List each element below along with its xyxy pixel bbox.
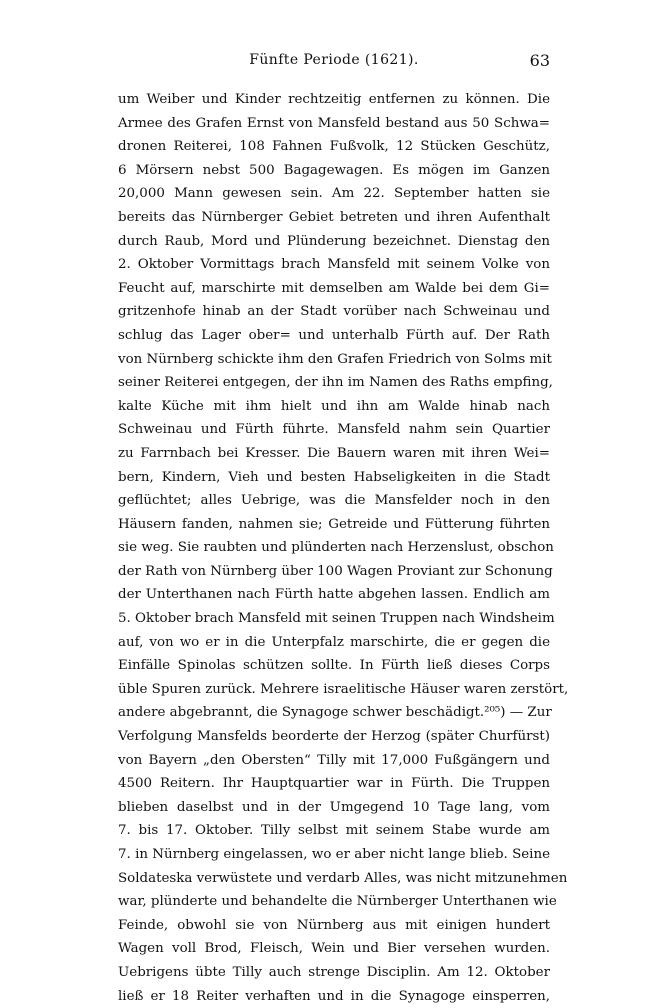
running-title: Fünfte Periode (1621). [249,52,419,68]
text-line: um Weiber und Kinder rechtzeitig entfernen zu können. Die [118,92,550,107]
text-line: von Bayern „den Obersten“ Tilly mit 17,000 Fußgängern und [118,752,550,768]
text-line: Feucht auf, marschirte mit demselben am Walde bei dem Gi= [118,280,550,296]
text-line: auf, von wo er in die Unterpfalz marschirte, die er gegen die [118,634,550,650]
text-line: Häusern fanden, nahmen sie; Getreide und Fütterung führten [118,516,550,532]
text-line: ließ er 18 Reiter verhaften und in die Synagoge einsperren, [118,988,550,1004]
text-line: bereits das Nürnberger Gebiet betreten und ihren Aufenthalt [118,209,550,225]
text-line: war, plünderte und behandelte die Nürnberger Unterthanen wie [118,894,557,910]
text-line: Uebrigens übte Tilly auch strenge Disciplin. Am 12. Oktober [118,964,550,980]
text-line: durch Raub, Mord und Plünderung bezeichnet. Dienstag den [118,233,550,249]
text-line: kalte Küche mit ihm hielt und ihn am Walde hinab nach [118,398,550,414]
text-line: 7. in Nürnberg eingelassen, wo er aber nicht lange blieb. Seine [118,847,550,862]
text-line: Schweinau und Fürth führte. Mansfeld nahm sein Quartier [118,422,550,438]
text-line: Wagen voll Brod, Fleisch, Wein und Bier versehen wurden. [118,941,550,957]
text-line: üble Spuren zurück. Mehrere israelitische Häuser waren zerstört, [118,681,569,697]
text-line: 7. bis 17. Oktober. Tilly selbst mit seinem Stabe wurde am [118,823,550,839]
text-line: 20,000 Mann gewesen sein. Am 22. September hatten sie [118,186,550,202]
text-line: der Unterthanen nach Fürth hatte abgehen lassen. Endlich am [118,587,550,603]
text-line: Einfälle Spinolas schützen sollte. In Fürth ließ dieses Corps [118,658,550,674]
text-line: andere abgebrannt, die Synagoge schwer beschädigt.²⁰⁵) — Zur [118,705,552,721]
text-line: Armee des Grafen Ernst von Mansfeld bestand aus 50 Schwa= [118,115,550,131]
text-line: 4500 Reitern. Ihr Hauptquartier war in Fürth. Die Truppen [118,776,550,792]
text-line: der Rath von Nürnberg über 100 Wagen Proviant zur Schonung [118,563,553,579]
text-line: 2. Oktober Vormittags brach Mansfeld mit seinem Volke von [118,257,550,273]
text-line: 5. Oktober brach Mansfeld mit seinen Truppen nach Windsheim [118,611,555,627]
page-header [118,52,550,78]
text-line: 6 Mörsern nebst 500 Bagagewagen. Es mögen im Ganzen [118,162,550,178]
text-line: sie weg. Sie raubten und plünderten nach Herzenslust, obschon [118,540,554,556]
text-line: zu Farrnbach bei Kresser. Die Bauern waren mit ihren Wei= [118,445,550,461]
text-line: seiner Reiterei entgegen, der ihn im Namen des Raths empfing, [118,375,553,391]
body-text [118,88,569,1008]
text-line: geflüchtet; alles Uebrige, was die Mansfelder noch in den [118,493,550,509]
text-line: gritzenhofe hinab an der Stadt vorüber nach Schweinau und [118,304,550,320]
text-line: dronen Reiterei, 108 Fahnen Fußvolk, 12 Stücken Geschütz, [118,139,550,155]
text-line: schlug das Lager ober= und unterhalb Fürth auf. Der Rath [118,327,550,343]
text-line: blieben daselbst und in der Umgegend 10 Tage lang, vom [118,799,550,815]
text-line: Soldateska verwüstete und verdarb Alles, was nicht mitzunehmen [118,870,568,886]
text-line: von Nürnberg schickte ihm den Grafen Friedrich von Solms mit [118,351,552,367]
text-line: Verfolgung Mansfelds beorderte der Herzog (später Churfürst) [118,729,550,745]
text-line: Feinde, obwohl sie von Nürnberg aus mit einigen hundert [118,917,550,933]
page-number: 63 [529,51,550,70]
text-line: bern, Kindern, Vieh und besten Habseligkeiten in die Stadt [118,469,550,485]
